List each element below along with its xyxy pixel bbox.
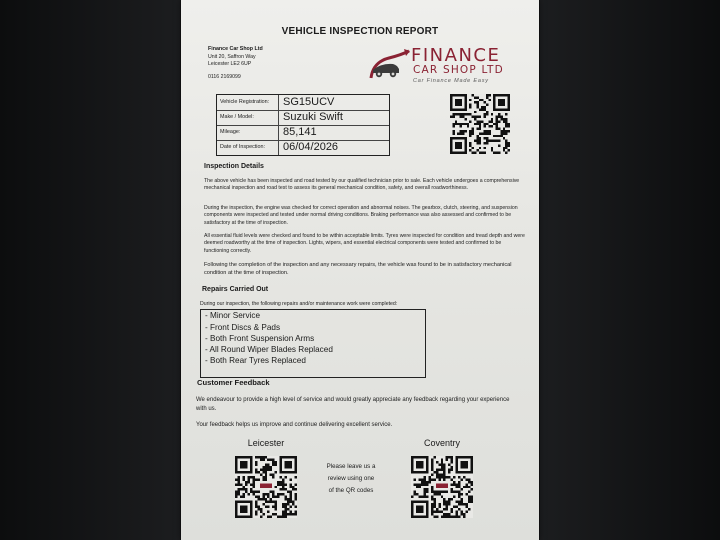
qr-code-icon[interactable]	[449, 94, 511, 154]
vehicle-label: Mileage:	[217, 125, 279, 140]
inspection-report-page	[181, 0, 539, 540]
review-note-line: of the QR codes	[328, 487, 374, 494]
inspection-paragraph: All essential fluid levels were checked and found to be within acceptable limits. Tyres were inspected for condition and tread depth and were deemed roadworthy at the time of inspection. Lights, wipers, and essential electrical components were tested and confirmed to be functioning correctly.	[204, 233, 525, 254]
shop-name: Finance Car Shop Ltd	[208, 46, 263, 52]
shop-phone: 0116 2169099	[208, 74, 241, 80]
inspection-paragraph: During the inspection, the engine was checked for correct operation and abnormal noises. The gearbox, clutch, steering, and suspension components were inspected and tested under normal driving conditions. Braking performance was also assessed and confirmed to be satisfactory at the time of inspection.	[204, 205, 518, 226]
vehicle-details-table	[216, 94, 390, 156]
vehicle-value: 85,141	[283, 126, 317, 138]
vehicle-row-make-model	[217, 110, 389, 126]
repair-item: - Minor Service	[205, 311, 261, 320]
inspection-heading: Inspection Details	[204, 163, 264, 170]
review-note	[311, 461, 391, 497]
vehicle-value: SG15UCV	[283, 96, 335, 108]
car-logo-icon	[367, 48, 411, 84]
background-right	[540, 0, 720, 540]
report-title: VEHICLE INSPECTION REPORT	[281, 26, 439, 37]
repairs-intro: During our inspection, the following repairs and/or maintenance work were completed:	[200, 301, 398, 307]
repair-item: - Both Front Suspension Arms	[205, 334, 315, 343]
repair-item: - Both Rear Tyres Replaced	[205, 356, 306, 365]
review-note-line: Please leave us a	[326, 463, 376, 470]
vehicle-row-mileage	[217, 125, 389, 141]
repair-item: - Front Discs & Pads	[205, 323, 281, 332]
vehicle-label: Make / Model:	[217, 110, 279, 125]
repairs-list	[200, 309, 426, 378]
vehicle-value: 06/04/2026	[283, 141, 339, 153]
vehicle-value: Suzuki Swift	[283, 111, 343, 123]
qr-code-leicester-icon[interactable]	[235, 456, 297, 518]
vehicle-label: Date of Inspection:	[217, 140, 279, 155]
logo-word-carshop: CAR SHOP LTD	[413, 64, 504, 76]
logo-tagline: Car Finance Made Easy	[413, 78, 489, 84]
vehicle-label: Vehicle Registration:	[217, 95, 279, 110]
vehicle-row-date	[217, 140, 389, 155]
repair-item: - All Round Wiper Blades Replaced	[205, 345, 333, 354]
shop-address-line1: Unit 20, Saffron Way	[208, 54, 256, 60]
review-note-line: review using one	[327, 475, 375, 482]
repairs-heading: Repairs Carried Out	[202, 286, 269, 293]
feedback-paragraph: Your feedback helps us improve and continue delivering excellent service.	[196, 422, 393, 428]
feedback-paragraph: We endeavour to provide a high level of service and would greatly appreciate any feedback regarding your experience with us.	[196, 397, 510, 412]
logo-word-finance: FINANCE	[411, 45, 501, 66]
shop-address-line2: Leicester LE2 6UP	[208, 61, 252, 67]
vehicle-row-registration	[217, 95, 389, 111]
location-coventry: Coventry	[423, 438, 460, 448]
inspection-paragraph: The above vehicle has been inspected and road tested by our qualified technician prior to sale. Each vehicle undergoes a comprehensive mechanical inspection and road test to assess its general mechanical condition, safety, and overall roadworthiness.	[204, 178, 520, 192]
location-leicester: Leicester	[247, 438, 285, 448]
qr-code-coventry-icon[interactable]	[411, 456, 473, 518]
feedback-heading: Customer Feedback	[197, 378, 270, 387]
inspection-paragraph: Following the completion of the inspection and any necessary repairs, the vehicle was found to be in satisfactory mechanical condition at the time of inspection.	[204, 262, 512, 276]
background-left	[0, 0, 180, 540]
